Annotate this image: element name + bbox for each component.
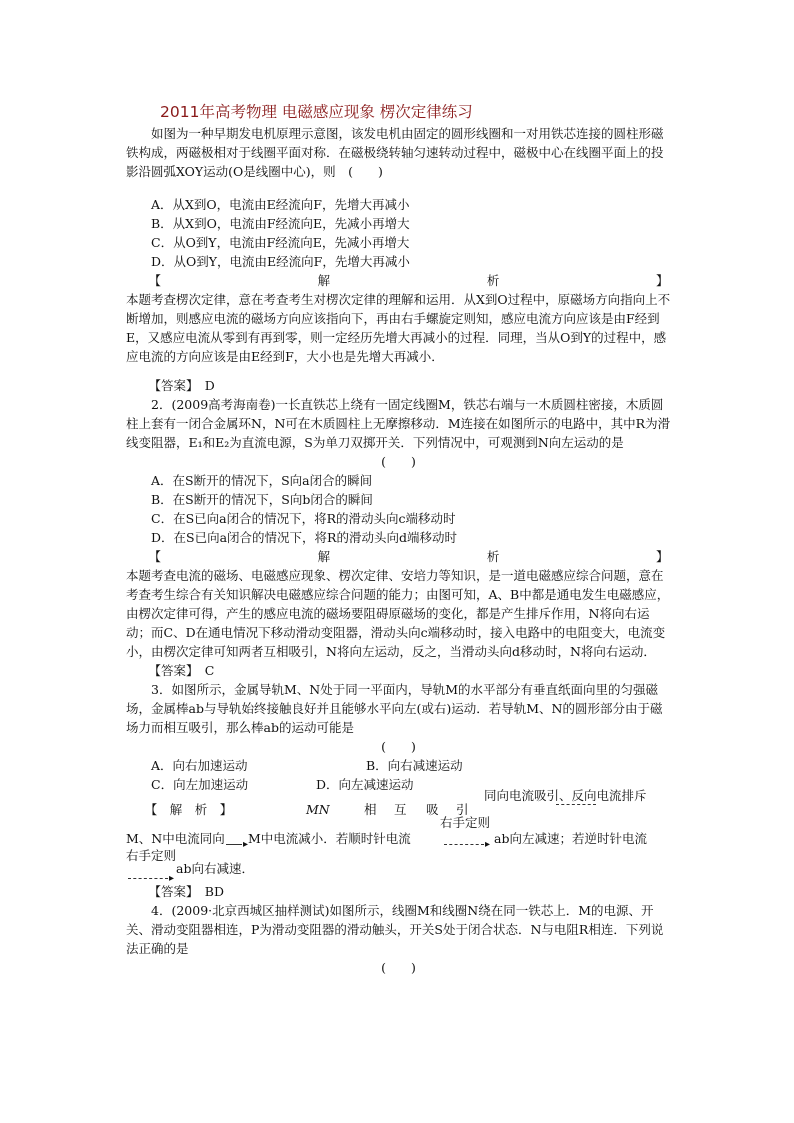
q1-option-a: A．从X到O，电流由E经流向F，先增大再减小	[151, 197, 410, 212]
dashed-arrow-icon	[128, 868, 168, 887]
q2-analysis: 本题考查电流的磁场、电磁感应现象、楞次定律、安培力等知识，是一道电磁感应综合问题，意在考查考生综合有关知识解决电磁感应综合问题的能力；由图可知，A、B中都是通电发生电磁感应，由楞次定律可得，产生的感应电流的磁场要阻碍原磁场的变化，都是产生排斥作用，N将向右运动；而C、D在通电情况下移动滑动变阻器，滑动头向c端移动时，接入电路中的电阻变大，电流变小，由楞次定律可知两者互相吸引，N将向左运动，反之，当滑动头向d移动时，N将向右运动．	[126, 568, 670, 659]
bracket-close: 】	[655, 273, 669, 288]
page-title: 2011年高考物理 电磁感应现象 楞次定律练习	[160, 103, 473, 121]
q3-analysis-row1	[126, 788, 671, 820]
q3-stem: 3．如图所示，金属导轨M、N处于同一平面内，导轨M的水平部分有垂直纸面向里的匀强磁场，金属棒ab与导轨始终接触良好并且能够水平向左(或右)运动．若导轨M、N的圆形部分由于磁场力而相互吸引，那么棒ab的运动可能是	[126, 682, 663, 735]
q3-answer	[149, 882, 672, 901]
q3-char: 引	[456, 802, 469, 817]
analysis-char-2: 析	[486, 273, 500, 288]
q1-option-c: C．从O到Y，电流由F经流向E，先减小再增大	[151, 235, 410, 250]
q3-char: 相	[364, 802, 377, 817]
answer-label: 【答案】	[148, 378, 193, 393]
q3-text: M中电流减小．若顺时针电流	[248, 831, 411, 846]
q3-arrow-label: 同向电流吸引、反向电流排斥	[484, 788, 647, 803]
q3-analysis-row2	[126, 815, 671, 848]
q2-option-b: B．在S断开的情况下，S向b闭合的瞬间	[151, 492, 373, 507]
q3-analysis-row3	[126, 848, 671, 876]
q1-analysis: 本题考查楞次定律，意在考查考生对楞次定律的理解和运用．从X到O过程中，原磁场方向指向上不断增加，则感应电流的磁场方向应该指向下，再由右手螺旋定则知，感应电流方向应该是由F经到E，又感应电流从零到有再到零，则一定经历先增大再减小的过程．同理，当从O到Y的过程中，感应电流的方向应该是由E经到F，大小也是先增大再减小．	[126, 292, 671, 364]
answer-value: C	[204, 663, 215, 678]
q3-char: 吸	[426, 802, 439, 817]
q3-analysis-label: 【 解 析 】	[144, 802, 233, 817]
q1-analysis-header	[149, 271, 669, 290]
q1-stem: 如图为一种早期发电机原理示意图，该发电机由固定的圆形线圈和一对用铁芯连接的圆柱形磁铁构成，两磁极相对于线圈平面对称．在磁极绕转轴匀速转动过程中，磁极中心在线圈平面上的投影沿圆弧XOY运动(O是线圈中心)，则 ( )	[126, 126, 664, 179]
q3-text: M、N中电流同向	[126, 831, 225, 846]
q4-stem: 4．(2009·北京西城区抽样测试)如图所示，线圈M和线圈N绕在同一铁芯上．M的电源、开关、滑动变阻器相连，P为滑动变阻器的滑动触头，开关S处于闭合状态．N与电阻R相连．下列说法正确的是	[126, 903, 664, 956]
q1-answer	[149, 376, 672, 395]
q1-option-b: B．从X到O，电流由F经流向E，先减小再增大	[151, 216, 410, 231]
q3-option-c: C．向左加速运动	[151, 777, 249, 792]
answer-value: D	[204, 378, 215, 393]
analysis-char-1: 解	[317, 549, 331, 564]
q3-arrow-label: 右手定则	[126, 848, 177, 863]
q3-option-a: A．向右加速运动	[151, 758, 248, 773]
q2-option-c: C．在S已向a闭合的情况下，将R的滑动头向c端移动时	[151, 511, 456, 526]
q3-text: ab向右减速．	[176, 861, 254, 876]
analysis-char-2: 析	[486, 549, 500, 564]
answer-value: BD	[204, 884, 224, 899]
answer-label: 【答案】	[148, 884, 193, 899]
q2-paren: ( )	[381, 454, 416, 469]
q3-char: 互	[394, 802, 407, 817]
q3-arrow-label: 右手定则	[440, 815, 491, 830]
q2-option-d: D．在S已向a闭合的情况下，将R的滑动头向d端移动时	[151, 530, 457, 545]
q3-option-b: B．向右减速运动	[366, 758, 463, 773]
q3-paren: ( )	[381, 739, 416, 754]
document-body	[126, 98, 671, 977]
q2-stem: 2．(2009高考海南卷)一长直铁芯上绕有一固定线圈M，铁芯右端与一木质圆柱密接，木质圆柱上套有一闭合金属环N，N可在木质圆柱上无摩擦移动．M连接在如图所示的电路中，其中R为滑线变阻器，E₁和E₂为直流电源，S为单刀双掷开关．下列情况中，可观测到N向左运动的是	[126, 397, 671, 450]
q2-analysis-header	[149, 547, 669, 566]
bracket-open: 【	[148, 549, 162, 564]
answer-label: 【答案】	[148, 663, 193, 678]
q3-options-row1	[126, 756, 671, 775]
q3-option-d: D．向左减速运动	[316, 777, 414, 792]
q2-option-a: A．在S断开的情况下，S向a闭合的瞬间	[151, 473, 373, 488]
analysis-char-1: 解	[317, 273, 331, 288]
bracket-close: 】	[655, 549, 669, 564]
q3-text: ab向左减速；若逆时针电流	[494, 831, 647, 846]
q4-paren: ( )	[381, 960, 416, 975]
q3-mn: MN	[306, 802, 330, 817]
q2-answer	[149, 661, 672, 680]
bracket-open: 【	[148, 273, 162, 288]
dashed-arrow-icon	[556, 804, 596, 805]
q1-option-d: D．从O到Y，电流由E经流向F，先增大再减小	[151, 254, 410, 269]
